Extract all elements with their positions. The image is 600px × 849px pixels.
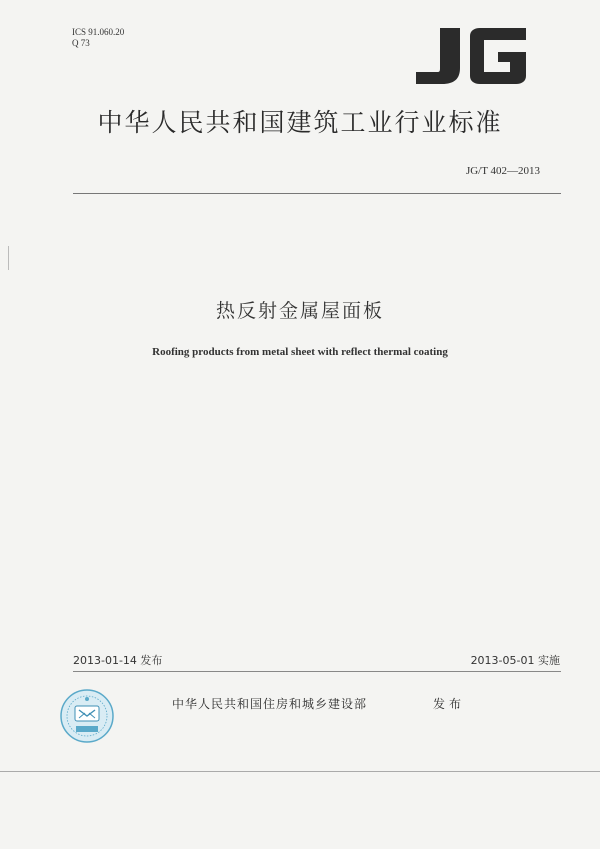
document-title-english: Roofing products from metal sheet with reflect thermal coating (152, 346, 448, 358)
jg-logo-icon (410, 28, 528, 84)
ics-code: ICS 91.060.20 (72, 27, 125, 37)
standard-category-title: 中华人民共和国建筑工业行业标准 (97, 108, 503, 137)
ccs-code: Q 73 (72, 38, 90, 48)
bottom-divider (73, 671, 561, 672)
publish-label: 发布 (433, 697, 466, 711)
top-divider (73, 193, 561, 194)
scan-edge-mark (8, 246, 9, 270)
issue-date: 2013-01-14 发布 (73, 654, 163, 667)
publisher-name: 中华人民共和国住房和城乡建设部 (172, 697, 368, 711)
document-title-chinese: 热反射金属屋面板 (215, 300, 384, 322)
implementation-date: 2013-05-01 实施 (470, 654, 560, 667)
standard-number: JG/T 402—2013 (465, 165, 540, 177)
classification-codes (72, 27, 124, 49)
publisher-seal-icon (60, 689, 114, 743)
page-bottom-edge (0, 771, 600, 772)
